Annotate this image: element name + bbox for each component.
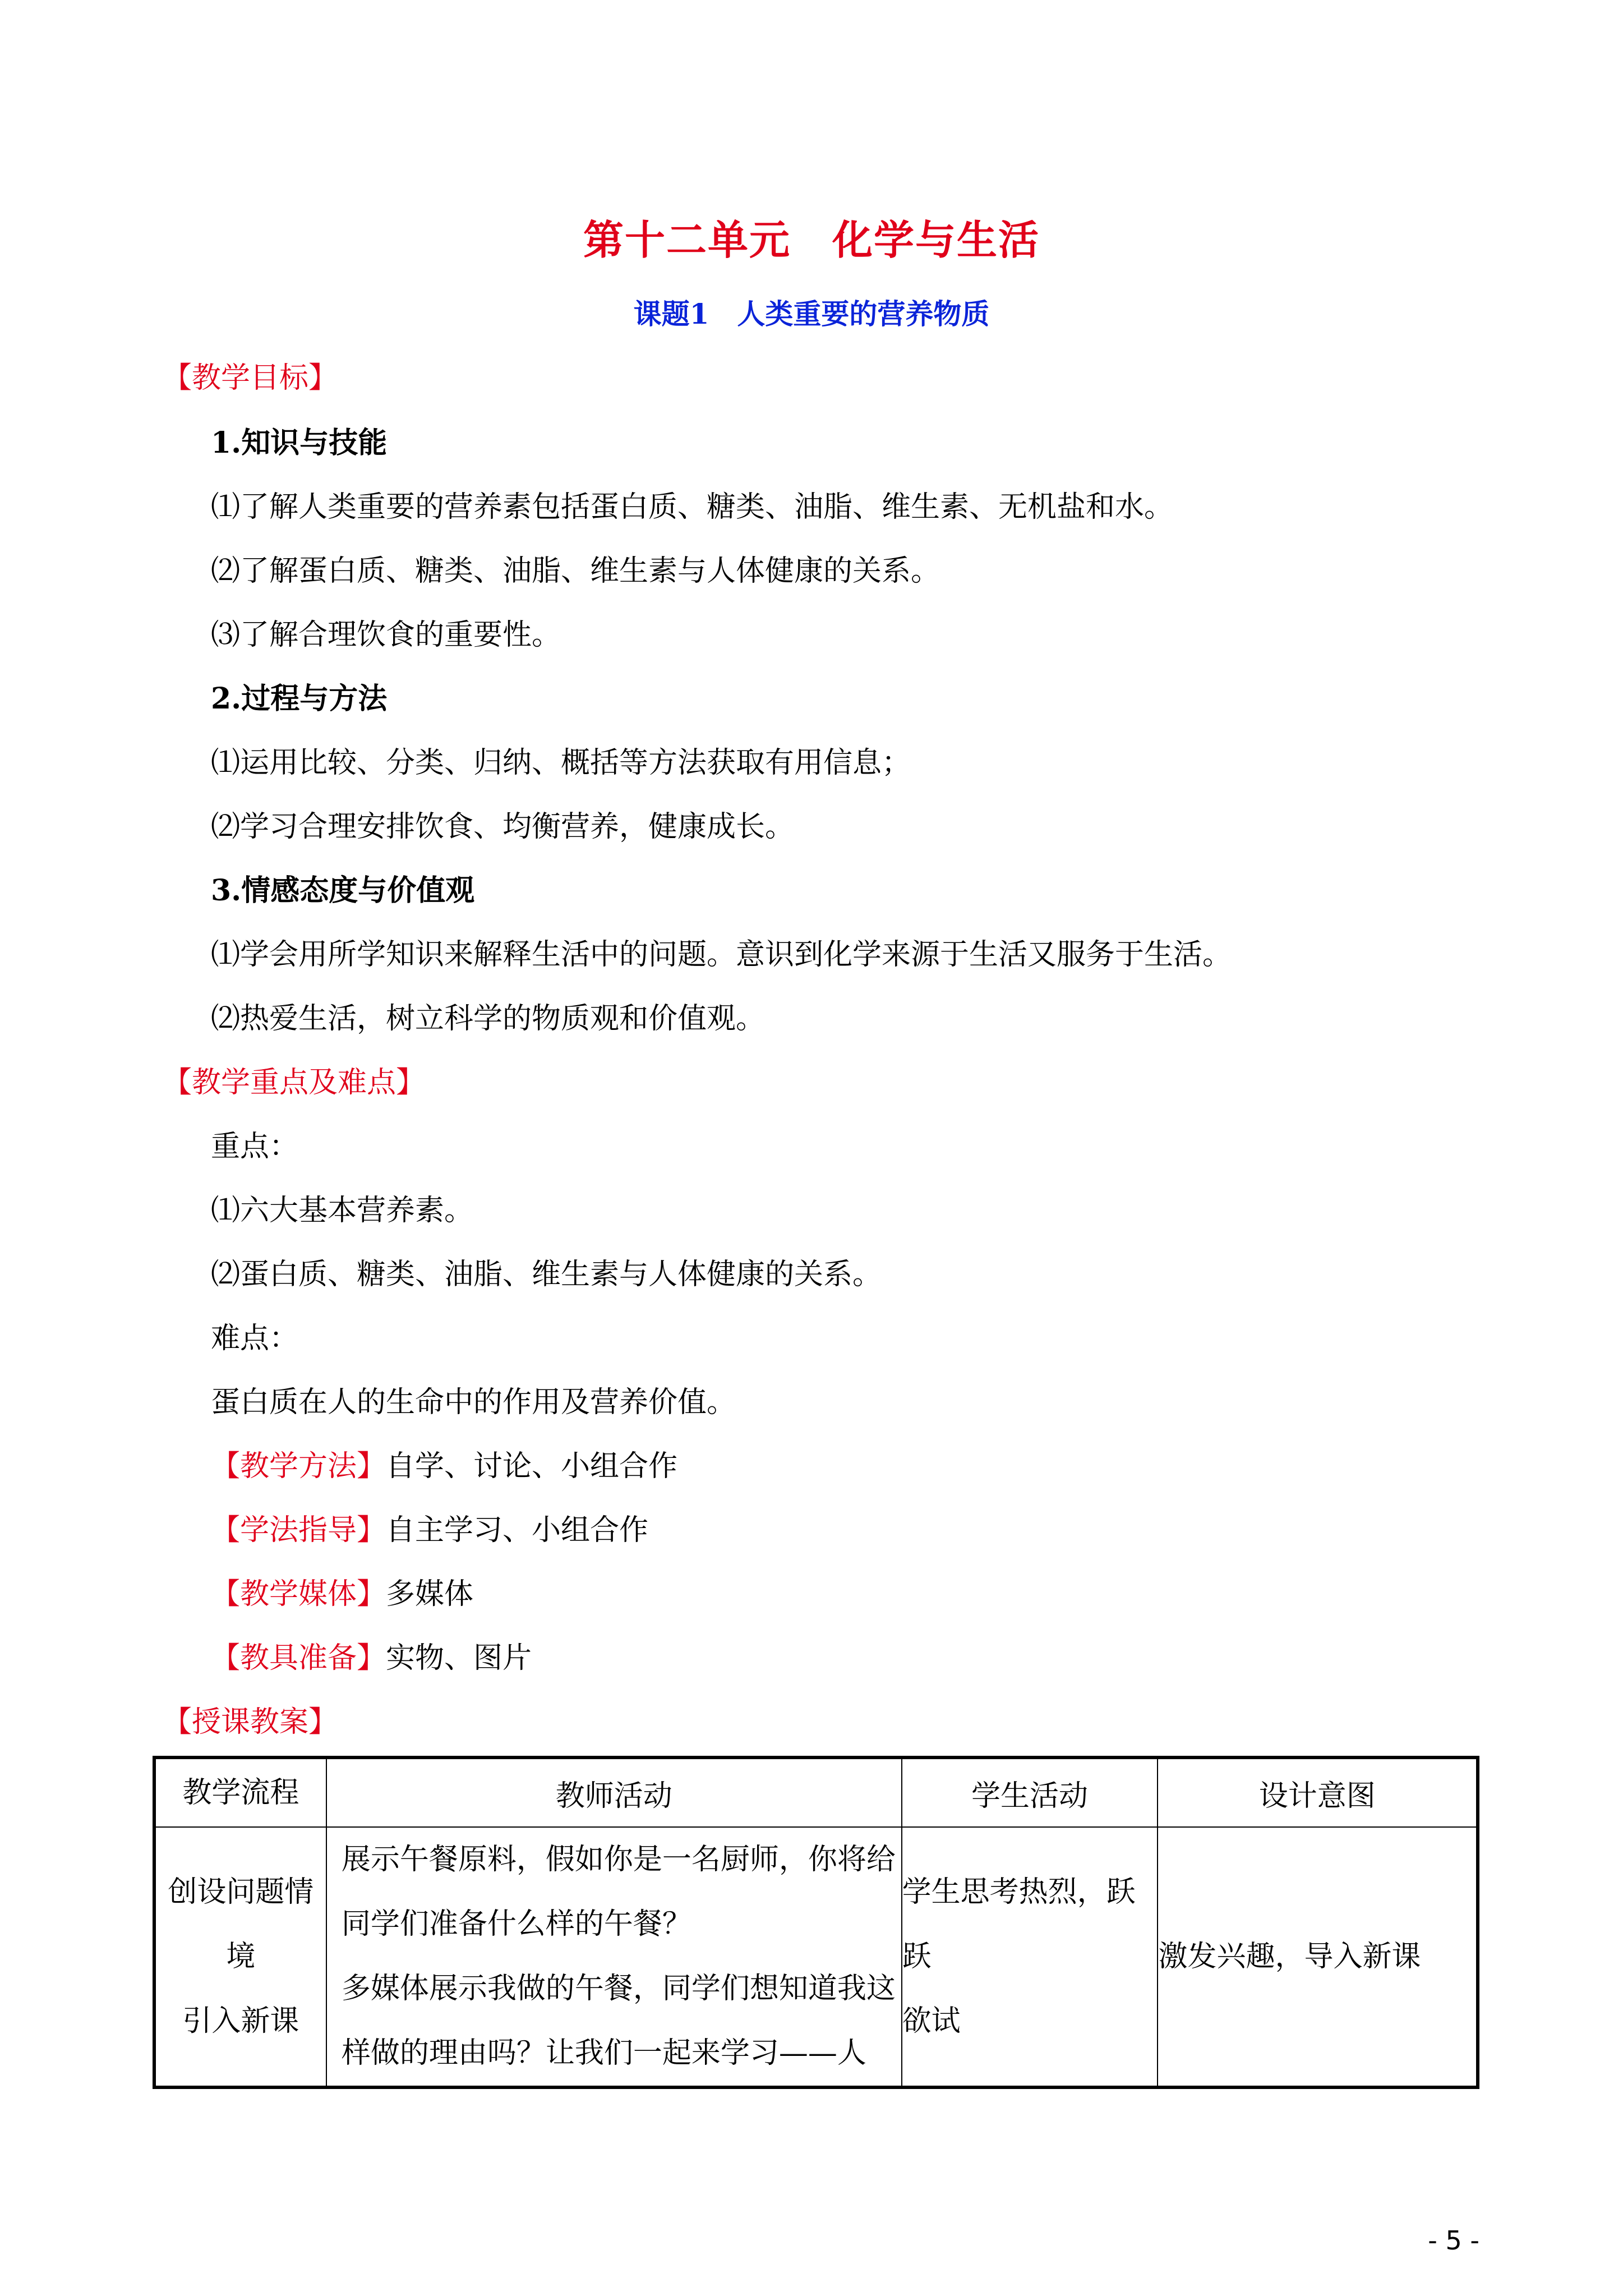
table-header-cell: 学生活动	[902, 1757, 1158, 1827]
teaching-media-text: 多媒体	[386, 1577, 474, 1611]
objective-item: ⑵了解蛋白质、糖类、油脂、维生素与人体健康的关系。	[211, 554, 940, 588]
flow-line: 境	[226, 1939, 256, 1973]
learning-guidance-text: 自主学习、小组合作	[386, 1513, 649, 1547]
teaching-media-label: 【教学媒体】	[211, 1577, 386, 1611]
student-line: 欲试	[902, 2004, 961, 2038]
objectives-section-2-title: 2.过程与方法	[211, 682, 388, 716]
flow-cell	[154, 1827, 326, 2087]
objectives-section-1-title: 1.知识与技能	[211, 426, 388, 460]
objective-item: ⑴运用比较、分类、归纳、概括等方法获取有用信息；	[211, 746, 911, 780]
teacher-line: 同学们准备什么样的午餐？	[341, 1907, 691, 1941]
unit-title: 第十二单元 化学与生活	[583, 216, 1040, 264]
flow-line: 引入新课	[182, 2004, 299, 2038]
objective-item: ⑵学习合理安排饮食、均衡营养，健康成长。	[211, 810, 795, 844]
teaching-method-line	[211, 1452, 677, 1481]
difficulty-label: 难点：	[211, 1322, 299, 1355]
lesson-plan-table	[153, 1756, 1479, 2089]
objective-item: ⑵热爱生活，树立科学的物质观和价值观。	[211, 1002, 766, 1036]
student-line: 学生思考热烈，跃跃	[902, 1875, 1136, 1973]
table-header-row	[154, 1757, 1478, 1827]
objectives-heading: 【教学目标】	[163, 361, 338, 395]
difficulty-text: 蛋白质在人的生命中的作用及营养价值。	[211, 1386, 736, 1419]
table-header-cell: 设计意图	[1158, 1757, 1478, 1827]
student-activity-cell	[902, 1827, 1158, 2087]
objective-item: ⑴学会用所学知识来解释生活中的问题。意识到化学来源于生活又服务于生活。	[211, 938, 1232, 972]
table-header-cell: 教师活动	[326, 1757, 902, 1827]
key-points-label: 重点：	[211, 1130, 299, 1163]
flow-line: 创设问题情	[168, 1875, 314, 1909]
teacher-line: 多媒体展示我做的午餐，同学们想知道我这	[341, 1972, 896, 2005]
page-number: - 5 -	[1428, 2225, 1479, 2256]
table-row	[154, 1827, 1478, 2087]
objective-item: ⑴了解人类重要的营养素包括蛋白质、糖类、油脂、维生素、无机盐和水。	[211, 490, 1174, 524]
teaching-method-label: 【教学方法】	[211, 1450, 386, 1483]
key-point-item: ⑴六大基本营养素。	[211, 1194, 474, 1227]
teaching-tools-text: 实物、图片	[386, 1641, 532, 1675]
objectives-section-3-title: 3.情感态度与价值观	[211, 873, 475, 908]
key-points-heading: 【教学重点及难点】	[163, 1066, 426, 1099]
teacher-line: 样做的理由吗？让我们一起来学习——人	[341, 2036, 866, 2070]
teaching-media-line	[211, 1577, 474, 1611]
teaching-method-text: 自学、讨论、小组合作	[386, 1450, 678, 1483]
lesson-subtitle: 课题1 人类重要的营养物质	[633, 297, 990, 330]
teaching-tools-label: 【教具准备】	[211, 1641, 386, 1675]
teacher-line: 展示午餐原料，假如你是一名厨师，你将给	[341, 1843, 896, 1876]
table-header-cell: 教学流程	[154, 1757, 326, 1827]
lesson-plan-heading: 【授课教案】	[163, 1705, 338, 1739]
teaching-tools-line	[211, 1641, 532, 1675]
teacher-activity-cell	[326, 1827, 902, 2087]
design-intent-cell: 激发兴趣，导入新课	[1158, 1827, 1478, 2087]
learning-guidance-label: 【学法指导】	[211, 1513, 386, 1547]
key-point-item: ⑵蛋白质、糖类、油脂、维生素与人体健康的关系。	[211, 1258, 882, 1291]
objective-item: ⑶了解合理饮食的重要性。	[211, 618, 561, 652]
learning-guidance-line	[211, 1513, 649, 1547]
